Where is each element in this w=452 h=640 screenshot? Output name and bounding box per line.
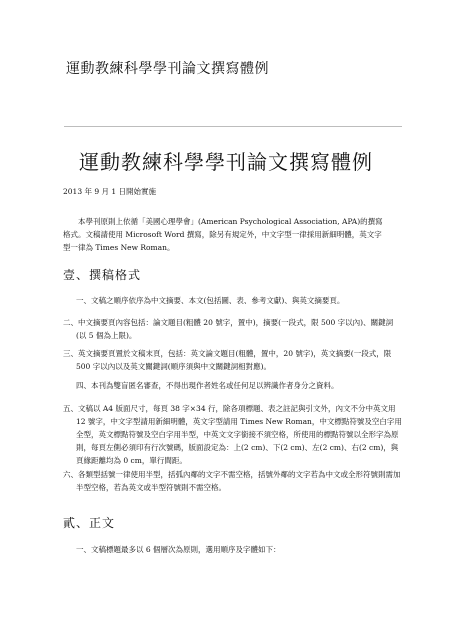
effective-date: 2013 年 9 月 1 日開始實施 [63, 187, 157, 196]
header-title: 運動教練科學學刊論文撰寫體例 [66, 61, 269, 77]
list-item: 五、文稿以 A4 版面尺寸，每頁 38 字×34 行，除各項標題、表之註記與引文外，內文不分中英文用 12 號字，中文字型請用新細明體，英文字型請用 Times New Roman，中文標點符號及空白字用全型，英文標點符號及空白字用半型，中英文文字銜接不須空格，所使用的標點符號以全形字為原則，每頁左側必須印有行次號碼，版面設定為：上(2 cm)、下(2 cm)、左(2 cm)、右(2 cm)，與頁緣距離均為 0 cm，單行間距。 [63, 404, 402, 465]
list-item: 四、本刊為雙盲匿名審查，不得出現作者姓名或任何足以辨識作者身分之資料。 [76, 381, 339, 390]
list-item: 三、英文摘要頁置於文稿末頁，包括：英文論文題目(粗體，置中，20 號字)，英文摘要(一段式，限 500 字以內以及英文關鍵詞(順序須與中文關鍵詞相對應)。 [63, 349, 392, 371]
header-divider [64, 126, 402, 127]
document-title: 運動教練科學學刊論文撰寫體例 [79, 150, 373, 174]
section-heading-body: 貳、正文 [63, 516, 116, 530]
intro-paragraph: 本學刊原則上依循「美國心理學會」(American Psychological Association, APA)的撰寫格式。文稿請使用 Microsoft Word 撰寫，除另有規定外，中文字型一律採用新細明體，英文字型一律為 Times New Roman。 [63, 217, 383, 252]
list-item: 一、文稿標題最多以 6 個層次為原則，選用順序及字體如下： [76, 545, 281, 554]
list-item: 六、各類型括號一律使用半型，括弧內鄰的文字不需空格，括號外鄰的文字若為中文或全形符號則需加半型空格，若為英文或半型符號則不需空格。 [63, 470, 401, 492]
section-heading-format: 壹、撰稿格式 [63, 268, 142, 282]
list-item: 二、中文摘要頁內容包括：論文題目(粗體 20 號字，置中)，摘要(一段式，限 500 字以內)、關鍵詞(以 5 個為上限)。 [63, 318, 394, 340]
list-item: 一、文稿之順序依序為中文摘要、本文(包括圖、表、參考文獻)、與英文摘要頁。 [76, 296, 345, 305]
